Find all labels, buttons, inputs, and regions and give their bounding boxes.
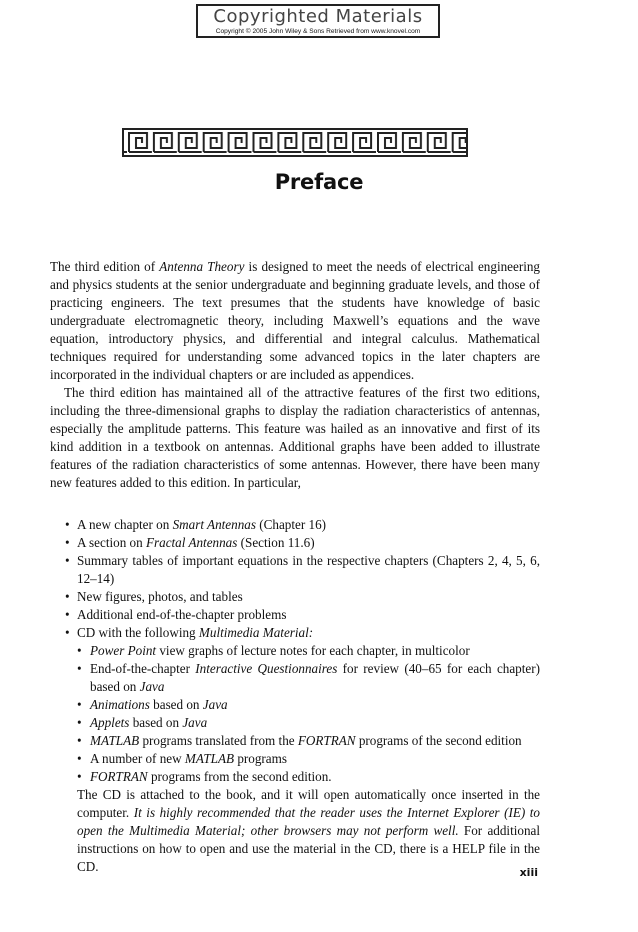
sublist-item: • End-of-the-chapter Interactive Questionnaires for review (40–65 for each chapter) based on Java (77, 661, 540, 694)
preface-body (50, 258, 540, 876)
sublist-item: • FORTRAN programs from the second edition. (77, 769, 332, 784)
list-item: • New figures, photos, and tables (65, 589, 243, 604)
multimedia-sublist (77, 642, 540, 786)
copyright-stamp (196, 4, 440, 38)
sublist-item: • A number of new MATLAB programs (77, 751, 287, 766)
list-item: • Summary tables of important equations in the respective chapters (Chapters 2, 4, 5, 6, 12–14) (65, 553, 540, 586)
page-number: xiii (519, 866, 538, 879)
cd-note-paragraph: The CD is attached to the book, and it will open automatically once inserted in the computer. It is highly recommended that the reader uses the Internet Explorer (IE) to open the Multimedia Material; other browsers may not perform well. For additional instructions on how to open and use the material in the CD, there is a HELP file in the CD. (77, 787, 541, 874)
feature-list (50, 516, 540, 786)
greek-key-border-icon (122, 128, 468, 157)
sublist-item: • MATLAB programs translated from the FORTRAN programs of the second edition (77, 733, 522, 748)
paragraph-intro: The third edition of Antenna Theory is designed to meet the needs of electrical engineering and physics students at the senior undergraduate and beginning graduate levels, and those of practicing engineers. The text presumes that the students have knowledge of basic undergraduate electromagnetic theory, including Maxwell’s equations and the wave equation, introductory physics, and differential and integral calculus. Mathematical techniques required for understanding some advanced topics in the later chapters are incorporated in the individual chapters or are included as appendices. (50, 259, 540, 382)
list-item: • A section on Fractal Antennas (Section 11.6) (65, 535, 315, 550)
paragraph-features: The third edition has maintained all of the attractive features of the first two editions, including the three-dimensional graphs to display the radiation characteristics of antennas, especially the amplitude patterns. This feature was hailed as an innovative and first of its kind addition in a textbook on antennas. Additional graphs have been added to illustrate features of the radiation characteristics of some antennas. However, there have been many new features added to this edition. In particular, (50, 385, 540, 490)
list-item: • Additional end-of-the-chapter problems (65, 607, 287, 622)
stamp-title: Copyrighted Materials (213, 6, 423, 27)
sublist-item: • Power Point view graphs of lecture notes for each chapter, in multicolor (77, 643, 470, 658)
sublist-item: • Animations based on Java (77, 697, 228, 712)
list-item: • CD with the following Multimedia Material: • Power Point view graphs of lecture notes for each chapter, in multicolor • End-of-the-chapter Interactive Questionnaires for review (40–65 for each chapter) based on Java • Animations based on Java • Applets based on Java • MATLAB programs translated from the FORTRAN programs of the second edition • A number of new MATLAB programs • FORTRAN programs from the second edition. (65, 625, 540, 784)
stamp-subtitle: Copyright © 2005 John Wiley & Sons Retrieved from www.knovel.com (215, 28, 421, 35)
sublist-item: • Applets based on Java (77, 715, 208, 730)
page-title: Preface (274, 170, 364, 194)
list-item: • A new chapter on Smart Antennas (Chapter 16) (65, 517, 327, 532)
